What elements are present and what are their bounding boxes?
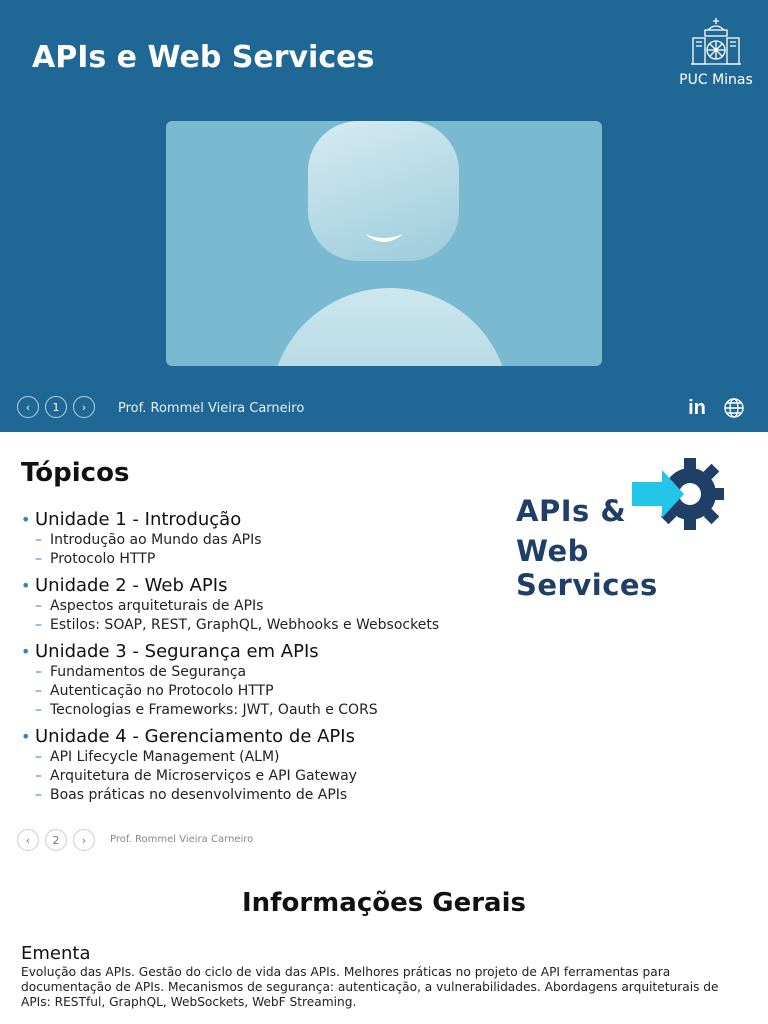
ementa-heading: Ementa — [21, 943, 91, 964]
linkedin-icon[interactable]: in — [688, 396, 706, 419]
logo-text: PUC Minas — [679, 72, 753, 88]
slide-navigation — [17, 829, 95, 851]
bullet-icon: • — [21, 642, 31, 661]
slide-number: 1 — [45, 396, 67, 418]
slide-navigation — [17, 396, 95, 418]
prev-slide-button[interactable]: ‹ — [17, 396, 39, 418]
ementa-text: Evolução das APIs. Gestão do ciclo de vida das APIs. Melhores práticas no projeto de API ferramentas para documentação de APIs. Mecanismos de segurança: autenticação, a vulnerabilidades. Abordagens arquiteturais de APIs: RESTful, GraphQL, WebSockets, WebF Streaming. — [21, 965, 719, 1009]
author-name: Prof. Rommel Vieira Carneiro — [118, 401, 305, 416]
subtopic: Aspectos arquiteturais de APIs — [50, 598, 264, 614]
slide-title: APIs e Web Services — [32, 40, 375, 75]
subtopic: Tecnologias e Frameworks: JWT, Oauth e CORS — [50, 702, 378, 718]
subtopic: Arquitetura de Microserviços e API Gateway — [50, 768, 357, 784]
presenter-photo-placeholder — [166, 121, 602, 366]
subtopic: Autenticação no Protocolo HTTP — [50, 683, 274, 699]
prev-slide-button[interactable]: ‹ — [17, 829, 39, 851]
slide-title: Informações Gerais — [242, 888, 526, 918]
globe-icon[interactable] — [722, 396, 746, 420]
bullet-icon: • — [21, 727, 31, 746]
subtopic: Protocolo HTTP — [50, 551, 156, 567]
course-logo — [512, 456, 732, 602]
title-slide — [0, 0, 768, 432]
subtopic: Boas práticas no desenvolvimento de APIs — [50, 787, 348, 803]
list-item: • Unidade 4 - Gerenciamento de APIs – API Lifecycle Management (ALM) – Arquitetura de Microserviços e API Gateway – Boas práticas no desenvolvimento de APIs — [21, 726, 357, 803]
next-slide-button[interactable]: › — [73, 396, 95, 418]
subtopic: Introdução ao Mundo das APIs — [50, 532, 262, 548]
bullet-icon: • — [21, 510, 31, 529]
list-item: • Unidade 2 - Web APIs – Aspectos arquiteturais de APIs – Estilos: SOAP, REST, GraphQL, Webhooks e Websockets — [21, 575, 440, 633]
subtopic: API Lifecycle Management (ALM) — [50, 749, 280, 765]
puc-minas-crest-icon — [689, 16, 743, 68]
unit-label: Unidade 1 - Introdução — [35, 509, 242, 530]
unit-label: Unidade 4 - Gerenciamento de APIs — [35, 726, 355, 747]
list-item: • Unidade 3 - Segurança em APIs – Fundamentos de Segurança – Autenticação no Protocolo HTTP – Tecnologias e Frameworks: JWT, Oauth e CORS — [21, 641, 378, 718]
subtopic: Fundamentos de Segurança — [50, 664, 247, 680]
puc-minas-logo — [672, 16, 760, 92]
subtopic: Estilos: SOAP, REST, GraphQL, Webhooks e Websockets — [50, 617, 440, 633]
avatar-body — [270, 288, 510, 366]
course-logo-line2: Web Services — [516, 534, 658, 602]
slide-title: Tópicos — [21, 458, 130, 488]
slide-number: 2 — [45, 829, 67, 851]
next-slide-button[interactable]: › — [73, 829, 95, 851]
bullet-icon: • — [21, 576, 31, 595]
list-item: • Unidade 1 - Introdução – Introdução ao Mundo das APIs – Protocolo HTTP — [21, 509, 262, 567]
gear-arrow-icon — [632, 456, 724, 532]
course-logo-line1: APIs & — [516, 494, 627, 528]
unit-label: Unidade 3 - Segurança em APIs — [35, 641, 319, 662]
avatar-smile-icon — [363, 230, 405, 250]
topics-list — [21, 509, 481, 811]
unit-label: Unidade 2 - Web APIs — [35, 575, 228, 596]
author-name: Prof. Rommel Vieira Carneiro — [110, 834, 254, 845]
